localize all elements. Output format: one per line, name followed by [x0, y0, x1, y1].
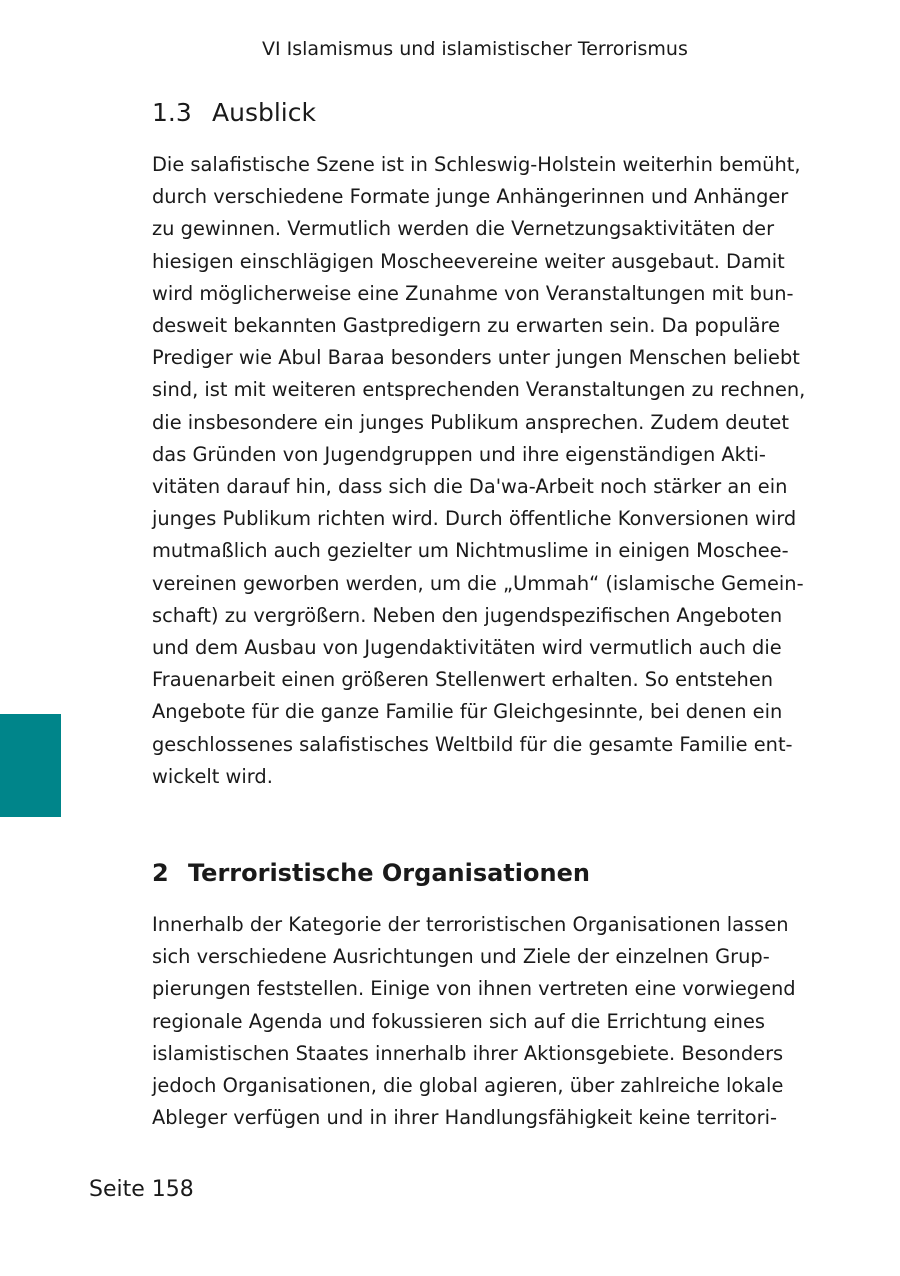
text-line: hiesigen einschlägigen Moscheevereine weiter ausgebaut. Damit	[152, 249, 785, 273]
body-paragraph-ausblick	[152, 149, 822, 793]
section-title: Terroristische Organisationen	[188, 859, 590, 887]
text-line: sich verschiedene Ausrichtungen und Ziele der einzelnen Grup-	[152, 945, 770, 969]
text-line: sind, ist mit weiteren entsprechenden Veranstaltungen zu rechnen,	[152, 378, 806, 402]
text-line: Innerhalb der Kategorie der terroristischen Organisationen lassen	[152, 913, 789, 936]
text-line: regionale Agenda und fokussieren sich auf die Errichtung eines	[152, 1009, 765, 1033]
section-heading-2	[152, 857, 812, 889]
text-line: junges Publikum richten wird. Durch öffentliche Konversionen wird	[152, 507, 797, 531]
text-line: jedoch Organisationen, die global agieren, über zahlreiche lokale	[152, 1074, 784, 1098]
chapter-marker-tab	[0, 714, 61, 817]
text-line: durch verschiedene Formate junge Anhängerinnen und Anhänger	[152, 185, 789, 209]
text-line: zu gewinnen. Vermutlich werden die Vernetzungsaktivitäten der	[152, 217, 775, 241]
text-line: islamistischen Staates innerhalb ihrer Aktionsgebiete. Besonders	[152, 1041, 784, 1065]
text-line: vereinen geworben werden, um die „Ummah“ (islamische Gemein-	[152, 571, 804, 595]
section-title: Ausblick	[212, 98, 316, 127]
text-line: wickelt wird.	[152, 764, 273, 788]
text-line: wird möglicherweise eine Zunahme von Veranstaltungen mit bun-	[152, 281, 794, 305]
text-line: geschlossenes salafistisches Weltbild für die gesamte Familie ent-	[152, 732, 793, 756]
body-paragraph-terroristische-organisationen	[152, 909, 822, 1134]
text-line: mutmaßlich auch gezielter um Nichtmuslime in einigen Moschee-	[152, 539, 789, 563]
text-line: die insbesondere ein junges Publikum ansprechen. Zudem deutet	[152, 410, 789, 434]
text-line: Die salafistische Szene ist in Schleswig-Holstein weiterhin bemüht,	[152, 153, 801, 176]
running-header: VI Islamismus und islamistischer Terrorismus	[262, 38, 688, 60]
section-heading-1-3	[152, 96, 812, 130]
text-line: und dem Ausbau von Jugendaktivitäten wird vermutlich auch die	[152, 636, 782, 660]
text-line: Frauenarbeit einen größeren Stellenwert erhalten. So entstehen	[152, 668, 774, 692]
text-line: desweit bekannten Gastpredigern zu erwarten sein. Da populäre	[152, 314, 781, 338]
section-number: 1.3	[152, 98, 192, 127]
text-line: Angebote für die ganze Familie für Gleichgesinnte, bei denen ein	[152, 700, 783, 724]
text-line: das Gründen von Jugendgruppen und ihre eigenständigen Akti-	[152, 442, 766, 466]
text-line: vitäten darauf hin, dass sich die Da'wa-Arbeit noch stärker an ein	[152, 475, 788, 499]
text-line: pierungen feststellen. Einige von ihnen vertreten eine vorwiegend	[152, 977, 796, 1001]
section-number: 2	[152, 859, 169, 887]
page-number: Seite 158	[89, 1177, 194, 1202]
text-line: Ableger verfügen und in ihrer Handlungsfähigkeit keine territori-	[152, 1106, 777, 1130]
text-line: schaft) zu vergrößern. Neben den jugendspezifischen Angeboten	[152, 603, 783, 627]
text-line: Prediger wie Abul Baraa besonders unter jungen Menschen beliebt	[152, 346, 800, 370]
